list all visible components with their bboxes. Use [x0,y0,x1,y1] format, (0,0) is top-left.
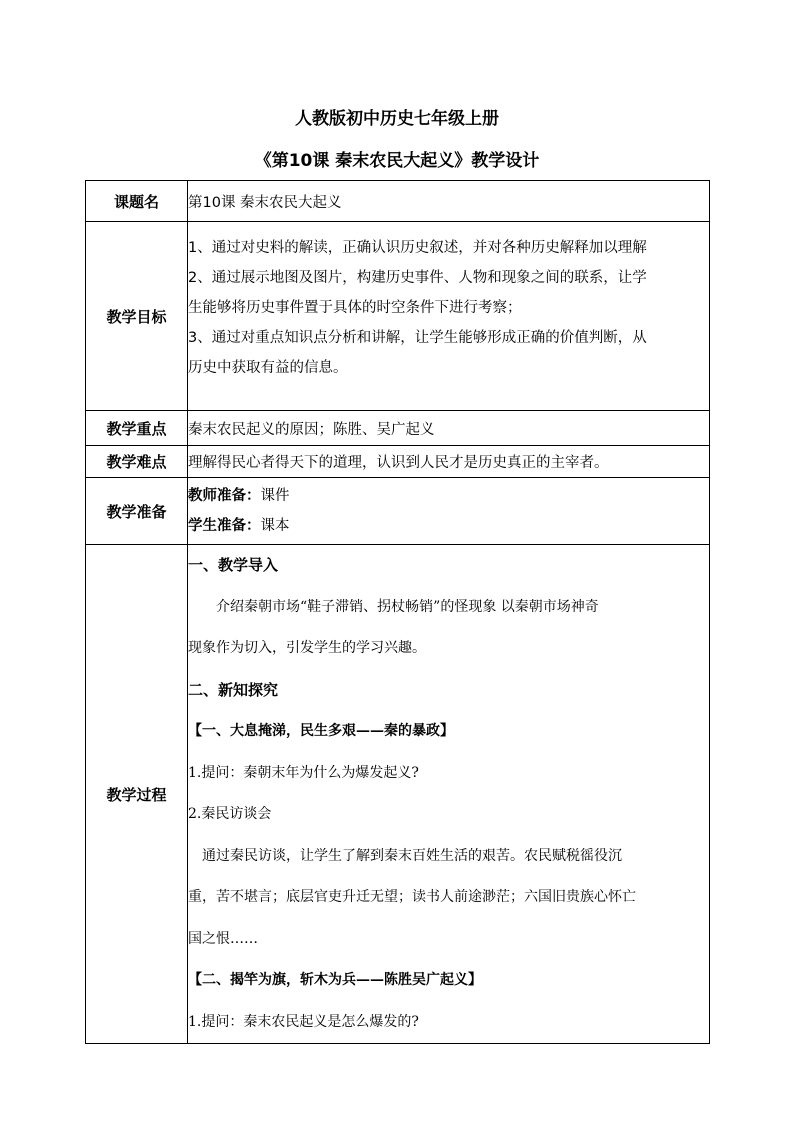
process-cell [188,545,710,1044]
student-prep [188,511,709,541]
goal-line-5: 历史中获取有益的信息。 [188,360,348,376]
row-process [86,545,710,1044]
detail-line-3: 国之恨…… [188,930,258,947]
intro-line-1: 介绍秦朝市场“鞋子滞销、拐杖畅销”的怪现象 以秦朝市场神奇 [216,598,599,615]
student-prep-label: 学生准备： [188,518,261,534]
goal-line-2: 2、通过展示地图及图片，构建历史事件、人物和现象之间的联系，让学 [188,270,647,286]
item-interview: 2.秦民访谈会 [188,806,272,822]
intro-line-2: 现象作为切入，引发学生的学习兴趣。 [188,640,426,656]
preparation-cell [188,478,710,545]
document-subtitle: 《第10课 秦末农民大起义》教学设计 [254,151,540,171]
question-2: 1.提问：秦末农民起义是怎么爆发的? [188,1013,419,1030]
goals-cell [188,222,710,411]
topic-label: 课题名 [86,181,188,222]
subsection-2-title: 【二、揭竿为旗，斩木为兵——陈胜吴广起义】 [188,972,482,988]
key-cell [188,411,710,446]
difficulty-value: 理解得民心者得天下的道理，认识到人民才是历史真正的主宰者。 [188,455,609,471]
goals-label: 教学目标 [86,222,188,411]
teacher-prep [188,481,709,511]
difficulty-cell [188,446,710,478]
difficulty-label: 教学难点 [86,446,188,478]
row-preparation [86,478,710,545]
question-1: 1.提问：秦朝末年为什么为爆发起义? [188,764,419,781]
topic-cell [188,181,710,222]
row-key [86,411,710,446]
document-title: 人教版初中历史七年级上册 [295,109,499,129]
teacher-prep-label: 教师准备： [188,488,261,504]
row-topic [86,181,710,222]
topic-value: 第10课 秦末农民大起义 [188,194,342,211]
row-goals [86,222,710,411]
student-prep-value: 课本 [260,518,290,534]
section-explore-title: 二、新知探究 [188,680,279,699]
key-label: 教学重点 [86,411,188,446]
key-value: 秦末农民起义的原因；陈胜、吴广起义 [188,421,435,438]
preparation-label: 教学准备 [86,478,188,545]
subsection-1-title: 【一、大息掩涕，民生多艰——秦的暴政】 [188,723,454,739]
section-intro-title: 一、教学导入 [188,556,279,574]
lesson-plan-table [85,180,710,1044]
goal-line-3: 生能够将历史事件置于具体的时空条件下进行考察； [188,300,522,316]
goal-line-1: 1、通过对史料的解读，正确认识历史叙述，并对各种历史解释加以理解 [188,240,647,256]
teacher-prep-value: 课件 [260,488,290,504]
row-difficulty [86,446,710,478]
detail-line-1: 通过秦民访谈，让学生了解到秦末百姓生活的艰苦。农民赋税徭役沉 [202,847,622,864]
process-label: 教学过程 [86,545,188,1044]
detail-line-2: 重，苦不堪言；底层官吏升迁无望；读书人前途渺茫；六国旧贵族心怀亡 [188,889,636,905]
goal-line-4: 3、通过对重点知识点分析和讲解，让学生能够形成正确的价值判断，从 [188,330,647,346]
